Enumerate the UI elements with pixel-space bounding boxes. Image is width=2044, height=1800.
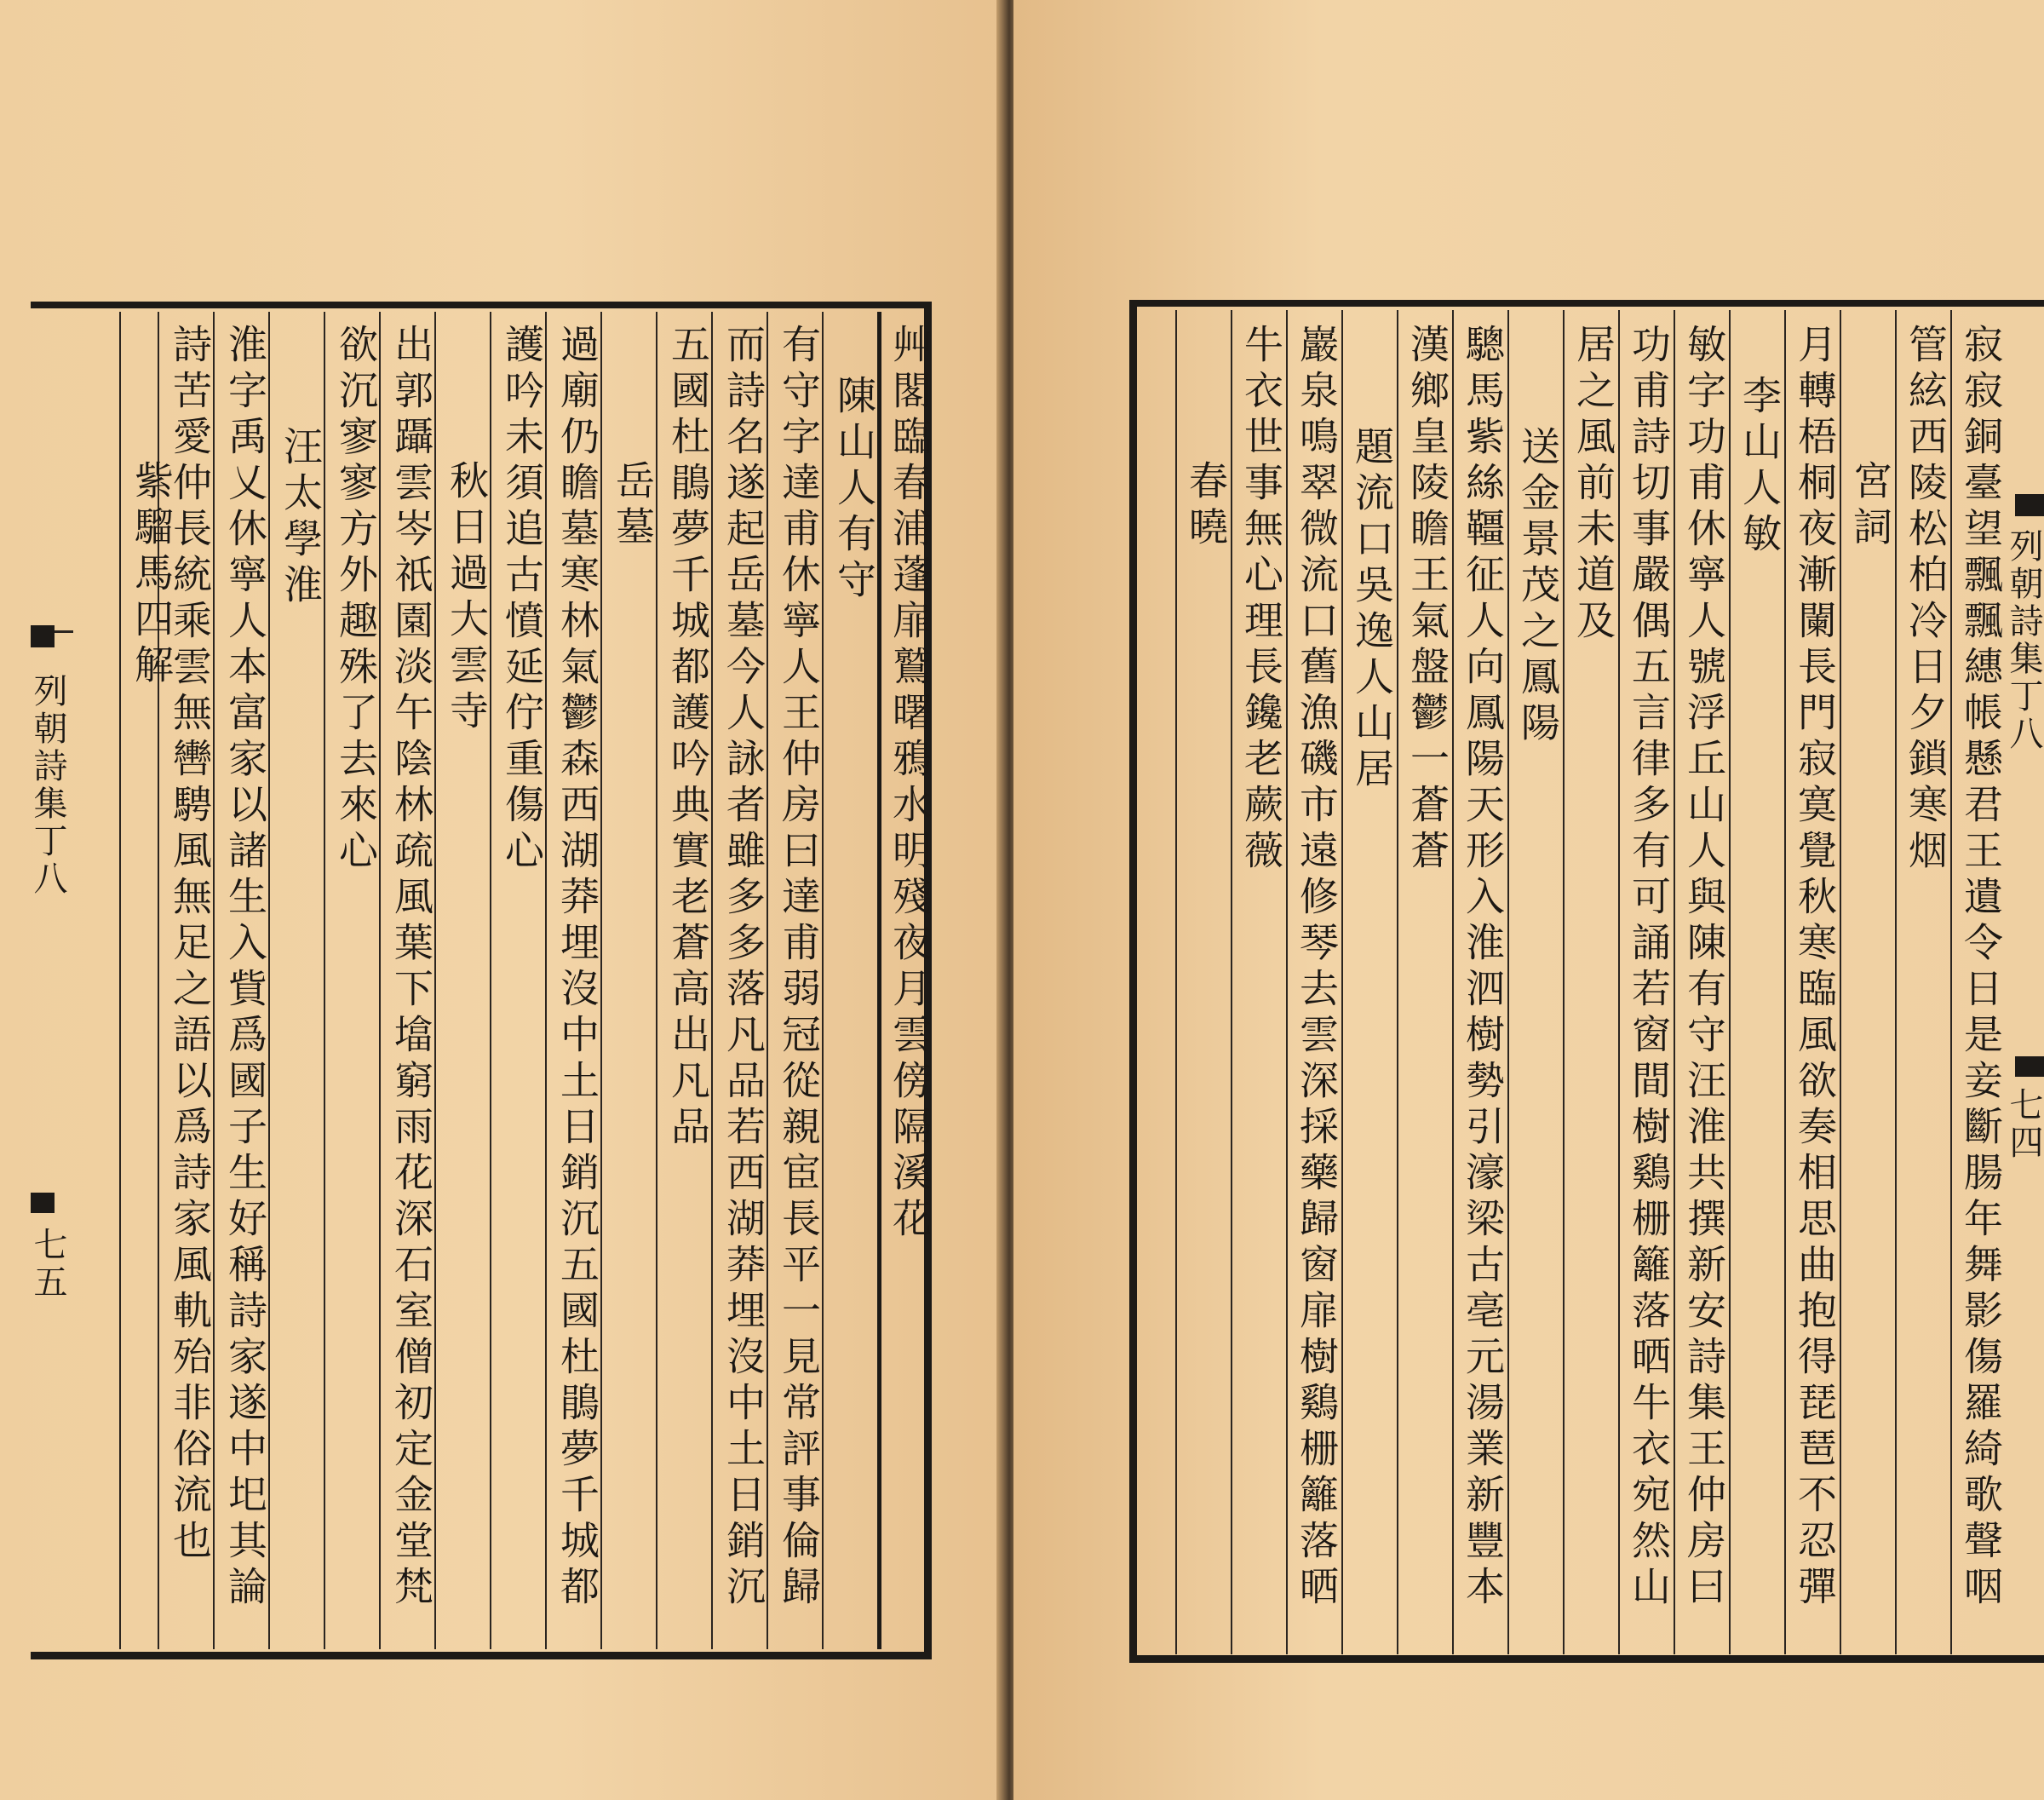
text-column-4: 月轉梧桐夜漸闌長門寂寞覺秋寒臨風欲奏相思曲抱得琵琶不忍彈 bbox=[1792, 324, 1838, 1612]
text-column-3: 宮詞 bbox=[1847, 460, 1893, 552]
column-rule bbox=[1895, 310, 1897, 1654]
text-column-13: 淮字禹乂休寧人本富家以諸生入貲爲國子生好稱詩家遂中圯其論 bbox=[222, 324, 268, 1612]
text-column-6: 敏字功甫休寧人號浮丘山人與陳有守汪淮共撰新安詩集王仲房曰 bbox=[1681, 324, 1727, 1612]
text-column-12: 汪太學淮 bbox=[278, 426, 324, 610]
left-margin-title: 列朝詩集丁八 bbox=[28, 673, 67, 898]
text-column-8: 居之風前未道及 bbox=[1570, 324, 1616, 646]
text-column-9: 送金景茂之鳳陽 bbox=[1515, 426, 1561, 748]
column-rule bbox=[1563, 310, 1565, 1654]
column-rule bbox=[1618, 310, 1620, 1654]
right-fishtail-bottom bbox=[2015, 1056, 2044, 1077]
text-column-3: 有守字達甫休寧人王仲房曰達甫弱冠從親宦長平一見常評事倫歸 bbox=[776, 324, 822, 1612]
text-column-11: 漢鄉皇陵瞻王氣盤鬱一蒼蒼 bbox=[1404, 324, 1450, 876]
left-margin-page-number: 七五 bbox=[28, 1227, 67, 1302]
text-column-5: 五國杜鵑夢千城都護吟典實老蒼高出凡品 bbox=[665, 324, 711, 1152]
text-column-7: 過廟仍瞻墓寒林氣鬱森西湖莽埋沒中土日銷沉五國杜鵑夢千城都 bbox=[554, 324, 600, 1612]
text-column-10: 出郭躡雲岑祇園淡午陰林疏風葉下墖窮雨花深石室僧初定金堂梵 bbox=[388, 324, 434, 1612]
left-fishtail-top bbox=[31, 625, 55, 647]
right-page bbox=[1013, 0, 2044, 1800]
column-rule bbox=[1840, 310, 1841, 1654]
text-column-5: 李山人敏 bbox=[1737, 375, 1783, 559]
text-column-11: 欲沉寥寥方外趣殊了去來心 bbox=[333, 324, 379, 876]
right-fishtail-top bbox=[2015, 494, 2044, 516]
text-column-15: 紫騮馬四解 bbox=[129, 460, 175, 690]
column-rule bbox=[1397, 310, 1398, 1654]
left-page bbox=[0, 0, 1005, 1800]
text-column-13: 巖泉鳴翠微流口舊漁磯市遠修琴去雲深採藥歸窗扉樹鷄栅籬落晒 bbox=[1294, 324, 1340, 1612]
text-column-12: 題流口吳逸人山居 bbox=[1349, 426, 1395, 794]
left-fishtail-bottom bbox=[31, 1193, 55, 1213]
column-rule bbox=[1452, 310, 1454, 1654]
column-rule bbox=[1175, 310, 1177, 1654]
text-column-2: 管絃西陵松柏冷日夕鎖寒烟 bbox=[1903, 324, 1949, 876]
text-column-10: 驄馬紫絲韁征人向鳳陽天形入淮泗樹勢引濠梁古亳元湯業新豐本 bbox=[1460, 324, 1506, 1612]
column-rule bbox=[1784, 310, 1786, 1654]
text-column-6: 岳墓 bbox=[610, 460, 656, 552]
text-column-14: 牛衣世事無心理長鑱老蕨薇 bbox=[1238, 324, 1284, 876]
column-rule bbox=[1674, 310, 1675, 1654]
text-column-15: 春曉 bbox=[1183, 460, 1229, 552]
column-rule bbox=[1286, 310, 1288, 1654]
column-rule bbox=[1231, 310, 1232, 1654]
text-column-8: 護吟未須追古憤延佇重傷心 bbox=[499, 324, 545, 876]
column-rule bbox=[119, 312, 121, 1649]
right-margin-page-number: 七四 bbox=[2004, 1087, 2043, 1162]
right-margin-title: 列朝詩集丁八 bbox=[2004, 528, 2043, 753]
column-rule bbox=[1729, 310, 1731, 1654]
column-rule bbox=[1341, 310, 1343, 1654]
text-column-7: 功甫詩切事嚴偶五言律多有可誦若窗間樹鷄栅籬落晒牛衣宛然山 bbox=[1626, 324, 1672, 1612]
column-rule bbox=[1950, 310, 1952, 1654]
text-column-2: 陳山人有守 bbox=[831, 375, 877, 605]
text-column-9: 秋日過大雲寺 bbox=[444, 460, 490, 736]
text-column-14: 詩苦愛仲長統乘雲無轡騁風無足之語以爲詩家風軌殆非俗流也 bbox=[167, 324, 213, 1566]
text-column-1: 寂寂銅臺望飄飄繐帳懸君王遺令日是妾斷腸年舞影傷羅綺歌聲咽 bbox=[1958, 324, 2004, 1612]
column-rule bbox=[1507, 310, 1509, 1654]
text-column-1: 艸閣臨春浦蓬扉鷲曙鴉水明殘夜月雲傍隔溪花 bbox=[887, 324, 933, 1244]
text-column-4: 而詩名遂起岳墓今人詠者雖多多落凡品若西湖莽埋沒中土日銷沉 bbox=[721, 324, 766, 1612]
